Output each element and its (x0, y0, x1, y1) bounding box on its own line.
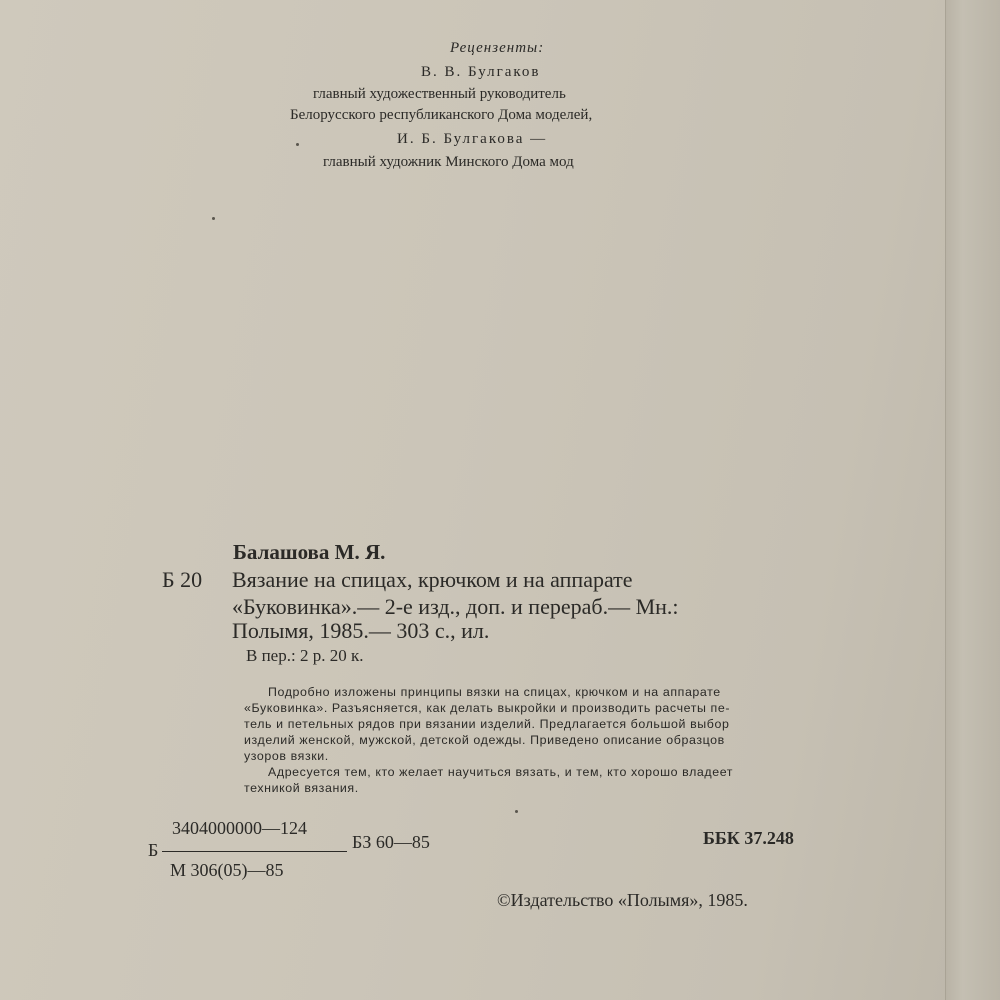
annotation-line-2: «Буковинка». Разъясняется, как делать выкройки и производить расчеты пе- (244, 701, 731, 715)
code-denominator: М 306(05)—85 (170, 860, 284, 880)
code-bz: БЗ 60—85 (352, 832, 430, 852)
annotation-line-4: изделий женской, мужской, детской одежды. Приведено описание образцов (244, 733, 725, 747)
code-bbk: ББК 37.248 (703, 828, 794, 848)
reviewer-1-name: В. В. Булгаков (421, 64, 541, 80)
copyright-line: ©Издательство «Полымя», 1985. (497, 890, 748, 910)
code-numerator: 3404000000—124 (172, 818, 307, 838)
reviewer-1-title-line-1: главный художественный руководитель (313, 86, 566, 102)
print-speck (212, 217, 215, 220)
price-line: В пер.: 2 р. 20 к. (246, 646, 364, 665)
annotation-line-5: узоров вязки. (244, 749, 329, 763)
reviewer-1-title-line-2: Белорусского республиканского Дома моделей, (290, 107, 593, 123)
reviewer-2-title: главный художник Минского Дома мод (323, 154, 574, 170)
author-name: Балашова М. Я. (233, 540, 386, 564)
annotation-line-6: Адресуется тем, кто желает научиться вязать, и тем, кто хорошо владеет (268, 765, 734, 779)
catalog-entry-line-2: «Буковинка».— 2-е изд., доп. и перераб.— Мн.: (232, 594, 679, 619)
print-speck (515, 810, 518, 813)
catalog-entry-line-3: Полымя, 1985.— 303 с., ил. (232, 618, 490, 643)
reviewer-2-name: И. Б. Булгакова — (397, 131, 548, 147)
annotation-line-3: тель и петельных рядов при вязании изделий. Предлагается большой выбор (244, 717, 730, 731)
fraction-line (162, 851, 347, 852)
annotation-line-7: техникой вязания. (244, 781, 359, 795)
print-speck (296, 143, 299, 146)
catalog-entry-line-1: Вязание на спицах, крючком и на аппарате (232, 567, 633, 592)
reviewers-heading: Рецензенты: (450, 40, 545, 56)
annotation-line-1: Подробно изложены принципы вязки на спицах, крючком и на аппарате (268, 685, 721, 699)
code-letter: Б (148, 840, 159, 860)
catalog-index-code: Б 20 (162, 567, 203, 592)
next-page-edge (945, 0, 1000, 1000)
